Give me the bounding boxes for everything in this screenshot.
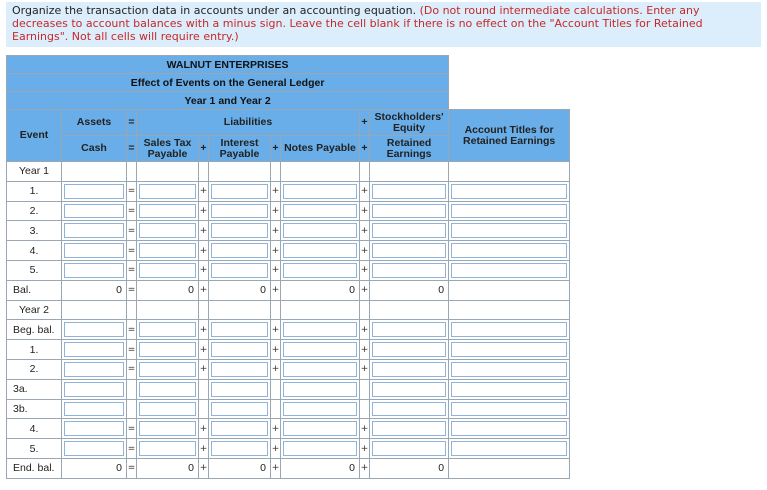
amount-input[interactable] <box>64 184 124 199</box>
account-title-cell[interactable] <box>449 399 570 419</box>
ledger-row <box>7 162 570 182</box>
period-label: Year 1 and Year 2 <box>7 92 449 110</box>
event-label: 3b. <box>7 399 62 419</box>
account-title-cell[interactable] <box>449 221 570 241</box>
amount-input-cell[interactable] <box>137 201 199 221</box>
amount-input[interactable] <box>372 402 446 417</box>
amount-input[interactable] <box>372 322 446 337</box>
amount-input[interactable] <box>283 382 357 397</box>
amount-input-cell[interactable] <box>281 419 360 439</box>
amount-input[interactable] <box>64 362 124 377</box>
ledger-row <box>7 399 570 419</box>
amount-input-cell[interactable] <box>370 260 449 280</box>
plus-sign: + <box>360 260 370 280</box>
amount-input-cell[interactable] <box>281 359 360 379</box>
amount-input-cell[interactable] <box>209 241 271 261</box>
account-title-cell[interactable] <box>449 201 570 221</box>
amount-input[interactable] <box>283 223 357 238</box>
event-label: Year 1 <box>7 162 62 182</box>
amount-input-cell[interactable] <box>281 399 360 419</box>
balance-value: 0 <box>281 458 360 478</box>
company-title: WALNUT ENTERPRISES <box>7 56 449 74</box>
plus-sign: + <box>271 359 281 379</box>
equals-sign: = <box>127 359 137 379</box>
event-label: 3. <box>7 221 62 241</box>
amount-input[interactable] <box>372 362 446 377</box>
amount-input-cell[interactable] <box>62 201 127 221</box>
amount-input-cell[interactable] <box>209 399 271 419</box>
plus-sign: + <box>271 221 281 241</box>
equals-sign <box>127 379 137 399</box>
ledger-row <box>7 280 570 300</box>
ledger-row <box>7 221 570 241</box>
ledger-table <box>6 55 570 479</box>
amount-input-cell[interactable] <box>281 439 360 459</box>
plus-sign: + <box>360 320 370 340</box>
amount-input[interactable] <box>372 342 446 357</box>
balance-value: 0 <box>62 458 127 478</box>
account-title-cell[interactable] <box>449 340 570 360</box>
amount-input-cell[interactable] <box>370 201 449 221</box>
amount-input-cell[interactable] <box>209 181 271 201</box>
amount-input[interactable] <box>64 263 124 278</box>
amount-input-cell[interactable] <box>62 399 127 419</box>
amount-input[interactable] <box>211 441 268 456</box>
amount-input[interactable] <box>372 243 446 258</box>
amount-input-cell[interactable] <box>209 340 271 360</box>
amount-input[interactable] <box>139 342 196 357</box>
equals-sign <box>127 399 137 419</box>
amount-input[interactable] <box>372 184 446 199</box>
amount-input-cell[interactable] <box>370 359 449 379</box>
amount-input[interactable] <box>64 441 124 456</box>
amount-input[interactable] <box>139 322 196 337</box>
balance-value: 0 <box>62 280 127 300</box>
amount-input[interactable] <box>283 402 357 417</box>
instructions-lead: Organize the transaction data in accounts under an accounting equation. <box>12 4 417 17</box>
amount-input-cell[interactable] <box>370 221 449 241</box>
amount-input[interactable] <box>283 263 357 278</box>
amount-input-cell[interactable] <box>370 419 449 439</box>
plus-sign: + <box>271 280 281 300</box>
amount-input-cell[interactable] <box>281 221 360 241</box>
amount-input[interactable] <box>139 223 196 238</box>
amount-input-cell[interactable] <box>209 201 271 221</box>
plus-sign: + <box>360 181 370 201</box>
amount-input[interactable] <box>139 441 196 456</box>
ledger-row <box>7 379 570 399</box>
account-title-input[interactable] <box>451 223 567 238</box>
account-title-input[interactable] <box>451 402 567 417</box>
amount-input-cell[interactable] <box>62 379 127 399</box>
amount-input-cell[interactable] <box>137 221 199 241</box>
amount-input[interactable] <box>283 441 357 456</box>
amount-input-cell[interactable] <box>62 439 127 459</box>
plus-sign: + <box>199 181 209 201</box>
amount-input[interactable] <box>211 402 268 417</box>
ledger-row <box>7 439 570 459</box>
interest-payable-header: Interest Payable <box>209 136 271 162</box>
account-title-cell[interactable] <box>449 260 570 280</box>
account-title-cell[interactable] <box>449 439 570 459</box>
event-label: 1. <box>7 340 62 360</box>
plus-sign: + <box>199 201 209 221</box>
amount-input[interactable] <box>283 204 357 219</box>
amount-input-cell[interactable] <box>370 399 449 419</box>
plus-sign: + <box>199 241 209 261</box>
plus-sign: + <box>199 340 209 360</box>
amount-input-cell[interactable] <box>370 379 449 399</box>
amount-input-cell[interactable] <box>62 419 127 439</box>
amount-input[interactable] <box>211 243 268 258</box>
event-label: 4. <box>7 241 62 261</box>
amount-input-cell[interactable] <box>62 241 127 261</box>
plus-sign <box>199 399 209 419</box>
event-label: 2. <box>7 359 62 379</box>
plus-sign: + <box>199 359 209 379</box>
event-label: End. bal. <box>7 458 62 478</box>
amount-input[interactable] <box>211 421 268 436</box>
equals-sign: = <box>127 201 137 221</box>
amount-input-cell[interactable] <box>137 340 199 360</box>
instructions-note: (Do not round intermediate calculations. Enter any decreases to account balances with a minus sign. Leave the cell blank if there is no effect on the "Account Titles for Retained Earnings". Not all cells will require entry.) <box>12 4 703 43</box>
account-title-input[interactable] <box>451 184 567 199</box>
amount-input[interactable] <box>64 322 124 337</box>
amount-input[interactable] <box>64 243 124 258</box>
equals-sign: = <box>127 221 137 241</box>
amount-input-cell[interactable] <box>62 359 127 379</box>
amount-input[interactable] <box>64 204 124 219</box>
balance-value: 0 <box>137 280 199 300</box>
equals-sign: = <box>127 260 137 280</box>
ledger-row <box>7 340 570 360</box>
plus-sign: + <box>199 320 209 340</box>
plus-sign: + <box>271 439 281 459</box>
ledger-row <box>7 260 570 280</box>
amount-input[interactable] <box>283 184 357 199</box>
plus-sign: + <box>199 439 209 459</box>
equals-sign: = <box>127 458 137 478</box>
amount-input[interactable] <box>211 362 268 377</box>
amount-input-cell[interactable] <box>137 359 199 379</box>
balance-value: 0 <box>209 458 271 478</box>
account-titles-header: Account Titles for Retained Earnings <box>449 110 570 162</box>
amount-input-cell[interactable] <box>137 320 199 340</box>
amount-input-cell[interactable] <box>62 181 127 201</box>
stockholders-equity-header: Stockholders' Equity <box>370 110 449 136</box>
amount-input[interactable] <box>372 421 446 436</box>
amount-input-cell[interactable] <box>281 379 360 399</box>
instructions-box <box>6 2 761 47</box>
amount-input-cell[interactable] <box>209 221 271 241</box>
statement-subtitle: Effect of Events on the General Ledger <box>7 74 449 92</box>
amount-input-cell[interactable] <box>370 241 449 261</box>
amount-input[interactable] <box>139 184 196 199</box>
amount-input-cell[interactable] <box>281 320 360 340</box>
equals-sign: = <box>127 439 137 459</box>
plus-sign <box>271 399 281 419</box>
plus-sign: + <box>360 110 370 136</box>
plus-sign <box>360 379 370 399</box>
amount-input-cell[interactable] <box>281 340 360 360</box>
amount-input[interactable] <box>372 204 446 219</box>
account-title-cell[interactable] <box>449 181 570 201</box>
event-label: Bal. <box>7 280 62 300</box>
amount-input-cell[interactable] <box>137 181 199 201</box>
plus-sign: + <box>271 181 281 201</box>
amount-input-cell[interactable] <box>62 221 127 241</box>
amount-input-cell[interactable] <box>137 439 199 459</box>
plus-sign: + <box>199 221 209 241</box>
ledger-row <box>7 300 570 320</box>
ledger-row <box>7 201 570 221</box>
plus-sign: + <box>271 260 281 280</box>
account-title-cell[interactable] <box>449 379 570 399</box>
plus-sign: + <box>199 136 209 162</box>
plus-sign: + <box>199 419 209 439</box>
amount-input[interactable] <box>64 402 124 417</box>
liabilities-header: Liabilities <box>137 110 360 136</box>
event-label: 4. <box>7 419 62 439</box>
amount-input-cell[interactable] <box>137 379 199 399</box>
amount-input[interactable] <box>211 322 268 337</box>
event-label: 5. <box>7 439 62 459</box>
equals-sign: = <box>127 110 137 136</box>
ledger-row <box>7 458 570 478</box>
equals-sign: = <box>127 181 137 201</box>
account-title-input[interactable] <box>451 342 567 357</box>
plus-sign: + <box>271 241 281 261</box>
plus-sign: + <box>271 136 281 162</box>
plus-sign: + <box>360 136 370 162</box>
balance-value: 0 <box>137 458 199 478</box>
plus-sign: + <box>271 201 281 221</box>
plus-sign: + <box>199 260 209 280</box>
amount-input[interactable] <box>139 382 196 397</box>
assets-header: Assets <box>62 110 127 136</box>
amount-input-cell[interactable] <box>137 399 199 419</box>
amount-input-cell[interactable] <box>62 260 127 280</box>
amount-input[interactable] <box>139 243 196 258</box>
amount-input[interactable] <box>64 421 124 436</box>
equals-sign: = <box>127 241 137 261</box>
amount-input-cell[interactable] <box>370 439 449 459</box>
ledger-row <box>7 181 570 201</box>
amount-input[interactable] <box>211 342 268 357</box>
amount-input-cell[interactable] <box>137 419 199 439</box>
amount-input-cell[interactable] <box>137 260 199 280</box>
amount-input-cell[interactable] <box>281 260 360 280</box>
amount-input-cell[interactable] <box>209 320 271 340</box>
plus-sign: + <box>271 419 281 439</box>
equals-sign: = <box>127 419 137 439</box>
plus-sign: + <box>360 359 370 379</box>
amount-input-cell[interactable] <box>62 320 127 340</box>
amount-input[interactable] <box>372 441 446 456</box>
account-title-cell[interactable] <box>449 320 570 340</box>
plus-sign: + <box>360 419 370 439</box>
amount-input[interactable] <box>211 382 268 397</box>
amount-input[interactable] <box>283 342 357 357</box>
event-label: 1. <box>7 181 62 201</box>
amount-input[interactable] <box>211 184 268 199</box>
account-title-input[interactable] <box>451 204 567 219</box>
plus-sign: + <box>271 320 281 340</box>
plus-sign: + <box>360 458 370 478</box>
retained-earnings-header: Retained Earnings <box>370 136 449 162</box>
event-label: 5. <box>7 260 62 280</box>
plus-sign: + <box>360 201 370 221</box>
amount-input[interactable] <box>139 421 196 436</box>
amount-input-cell[interactable] <box>370 340 449 360</box>
equals-sign: = <box>127 136 137 162</box>
plus-sign: + <box>360 221 370 241</box>
amount-input-cell[interactable] <box>370 320 449 340</box>
balance-value: 0 <box>209 280 271 300</box>
equals-sign: = <box>127 320 137 340</box>
event-label: 3a. <box>7 379 62 399</box>
balance-value: 0 <box>370 458 449 478</box>
equals-sign: = <box>127 280 137 300</box>
amount-input[interactable] <box>211 204 268 219</box>
account-title-input[interactable] <box>451 263 567 278</box>
amount-input[interactable] <box>283 421 357 436</box>
account-title-input[interactable] <box>451 322 567 337</box>
amount-input-cell[interactable] <box>209 439 271 459</box>
amount-input[interactable] <box>211 223 268 238</box>
event-label: Year 2 <box>7 300 62 320</box>
event-label: Beg. bal. <box>7 320 62 340</box>
account-title-cell[interactable] <box>449 419 570 439</box>
amount-input[interactable] <box>139 362 196 377</box>
account-title-cell[interactable] <box>449 241 570 261</box>
amount-input[interactable] <box>372 382 446 397</box>
amount-input[interactable] <box>211 263 268 278</box>
plus-sign <box>271 379 281 399</box>
amount-input-cell[interactable] <box>370 181 449 201</box>
amount-input-cell[interactable] <box>209 419 271 439</box>
account-title-input[interactable] <box>451 243 567 258</box>
balance-value: 0 <box>370 280 449 300</box>
amount-input[interactable] <box>64 223 124 238</box>
plus-sign <box>360 399 370 419</box>
amount-input[interactable] <box>372 223 446 238</box>
ledger-row <box>7 359 570 379</box>
plus-sign: + <box>271 340 281 360</box>
amount-input-cell[interactable] <box>209 379 271 399</box>
equals-sign: = <box>127 340 137 360</box>
account-title-cell[interactable] <box>449 359 570 379</box>
amount-input-cell[interactable] <box>62 340 127 360</box>
sales-tax-payable-header: Sales Tax Payable <box>137 136 199 162</box>
amount-input[interactable] <box>139 263 196 278</box>
amount-input-cell[interactable] <box>209 359 271 379</box>
plus-sign <box>199 379 209 399</box>
plus-sign: + <box>271 458 281 478</box>
amount-input-cell[interactable] <box>281 201 360 221</box>
amount-input-cell[interactable] <box>281 181 360 201</box>
amount-input[interactable] <box>64 382 124 397</box>
event-label: 2. <box>7 201 62 221</box>
plus-sign: + <box>360 439 370 459</box>
amount-input[interactable] <box>283 243 357 258</box>
ledger-row <box>7 419 570 439</box>
plus-sign: + <box>199 458 209 478</box>
amount-input[interactable] <box>64 342 124 357</box>
ledger-row <box>7 320 570 340</box>
amount-input[interactable] <box>283 362 357 377</box>
amount-input-cell[interactable] <box>137 241 199 261</box>
amount-input[interactable] <box>372 263 446 278</box>
account-title-input[interactable] <box>451 362 567 377</box>
ledger-row <box>7 241 570 261</box>
account-title-input[interactable] <box>451 441 567 456</box>
cash-header: Cash <box>62 136 127 162</box>
event-header: Event <box>7 110 62 162</box>
notes-payable-header: Notes Payable <box>281 136 360 162</box>
plus-sign: + <box>360 280 370 300</box>
plus-sign: + <box>360 340 370 360</box>
amount-input[interactable] <box>139 402 196 417</box>
account-title-input[interactable] <box>451 421 567 436</box>
amount-input[interactable] <box>139 204 196 219</box>
amount-input-cell[interactable] <box>209 260 271 280</box>
balance-value: 0 <box>281 280 360 300</box>
amount-input-cell[interactable] <box>281 241 360 261</box>
account-title-input[interactable] <box>451 382 567 397</box>
plus-sign: + <box>360 241 370 261</box>
plus-sign: + <box>199 280 209 300</box>
amount-input[interactable] <box>283 322 357 337</box>
